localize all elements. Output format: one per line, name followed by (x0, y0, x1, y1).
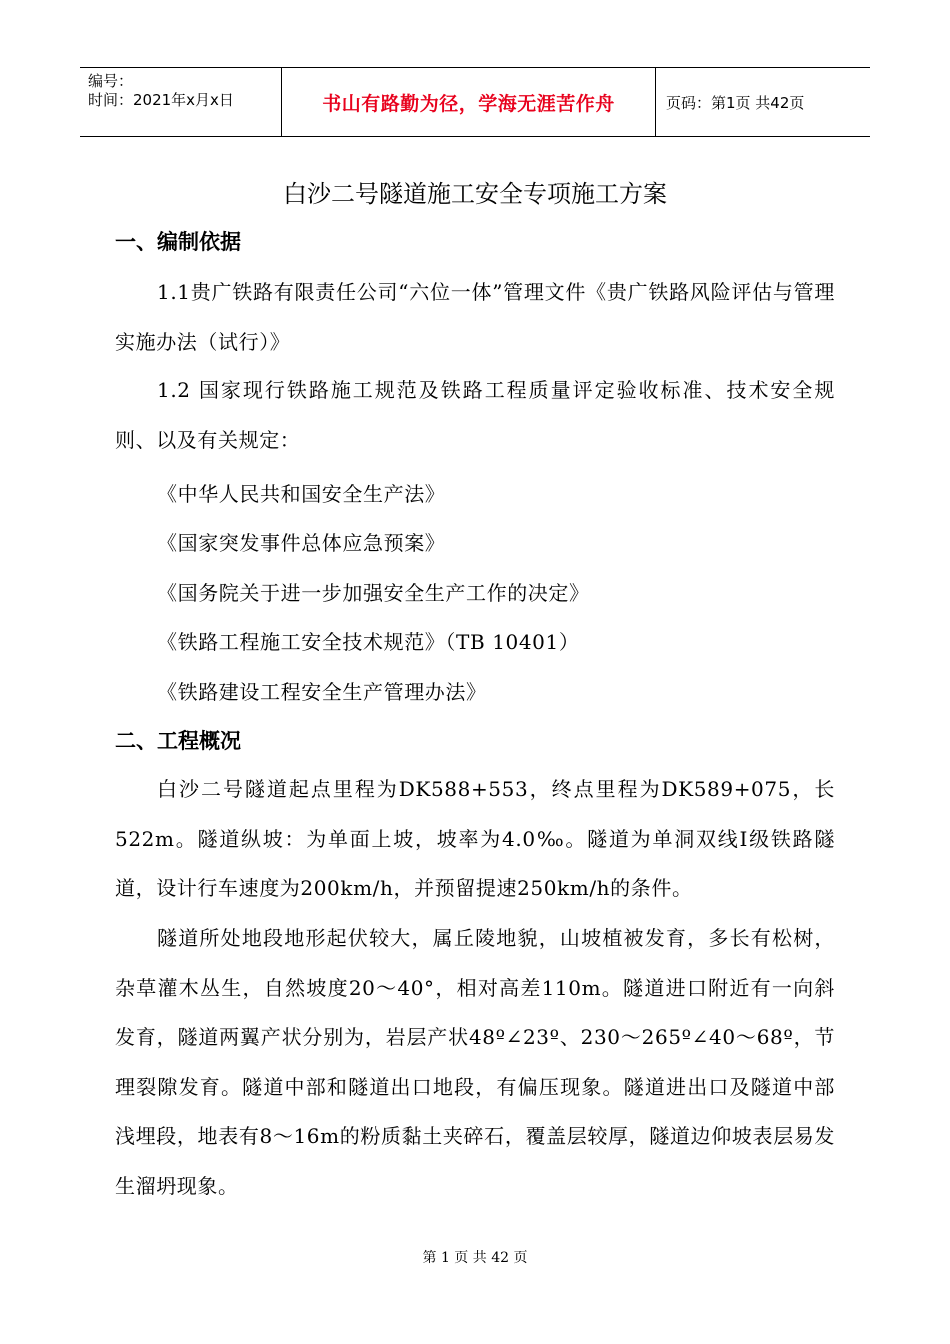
reference-item: 《铁路建设工程安全生产管理办法》 (157, 680, 487, 704)
header-motto-cell (282, 68, 656, 136)
page-header (80, 67, 870, 137)
page-footer: 第 1 页 共 42 页 (422, 1250, 528, 1266)
paragraph-overview-2: 隧道所处地段地形起伏较大，属丘陵地貌，山坡植被发育，多长有松树，杂草灌木丛生，自然坡度20～40°，相对高差110m。隧道进口附近有一向斜发育，隧道两翼产状分别为，岩层产状48º∠23º、230～265º∠40～68º，节理裂隙发育。隧道中部和隧道出口地段，有偏压现象。隧道进出口及隧道中部浅埋段，地表有8～16m的粉质黏土夹碎石，覆盖层较厚，隧道边仰坡表层易发生溜坍现象。 (115, 926, 835, 1198)
section-heading-basis: 一、编制依据 (115, 230, 241, 254)
doc-number-label: 编号： (88, 72, 134, 90)
motto-text: 书山有路勤为径，学海无涯苦作舟 (322, 92, 615, 115)
reference-item: 《国家突发事件总体应急预案》 (157, 531, 446, 555)
reference-item: 《国务院关于进一步加强安全生产工作的决定》 (157, 581, 590, 605)
page-info: 页码：第1页 共42页 (666, 93, 805, 112)
header-left-cell (80, 68, 282, 136)
paragraph-1-2: 1.2 国家现行铁路施工规范及铁路工程质量评定验收标准、技术安全规则、以及有关规定： (115, 378, 835, 452)
paragraph-overview-1: 白沙二号隧道起点里程为DK588+553，终点里程为DK589+075，长522m。隧道纵坡：为单面上坡，坡率为4.0‰。隧道为单洞双线Ⅰ级铁路隧道，设计行车速度为200km/h，并预留提速250km/h的条件。 (115, 777, 835, 900)
document-title: 白沙二号隧道施工安全专项施工方案 (283, 180, 667, 208)
section-heading-overview: 二、工程概况 (115, 729, 241, 753)
header-page-cell (656, 68, 870, 136)
reference-item: 《中华人民共和国安全生产法》 (157, 482, 446, 506)
date-label: 时间：2021年x月x日 (88, 91, 234, 109)
paragraph-1-1: 1.1贵广铁路有限责任公司“六位一体”管理文件《贵广铁路风险评估与管理实施办法（试行）》 (115, 280, 835, 354)
reference-item: 《铁路工程施工安全技术规范》（TB 10401） (157, 630, 580, 654)
